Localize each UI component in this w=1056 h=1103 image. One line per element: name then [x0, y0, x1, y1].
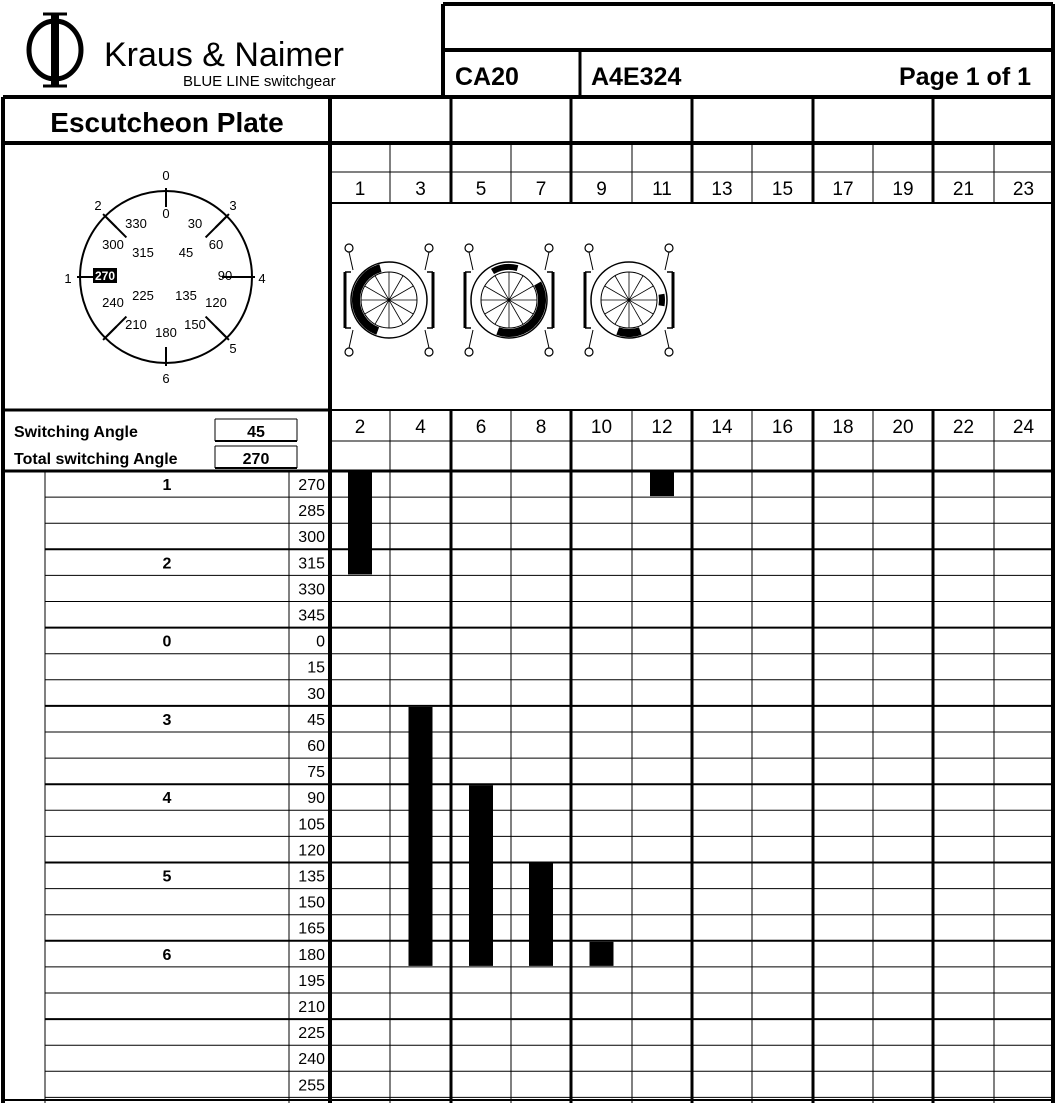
terminal-bottom-22: 22	[952, 417, 975, 438]
terminal-top-7: 7	[535, 179, 547, 200]
terminal-top-21: 21	[952, 179, 975, 200]
position-5: 5	[162, 868, 172, 886]
terminal-top-13: 13	[711, 179, 733, 200]
terminal-top-15: 15	[771, 179, 794, 200]
angle-105: 105	[298, 816, 325, 834]
contact-symbols	[345, 244, 673, 356]
switching-angle-label: Switching Angle	[14, 424, 138, 441]
angle-75: 75	[307, 764, 325, 782]
angle-15: 15	[307, 659, 325, 677]
dial-position-5: 5	[229, 341, 237, 356]
angle-225: 225	[298, 1025, 325, 1043]
terminal-top-9: 9	[596, 179, 607, 200]
dial-position-4: 4	[258, 271, 266, 286]
dial-angle-300: 300	[102, 237, 124, 252]
terminal-top-23: 23	[1012, 179, 1035, 200]
page-number: Page 1 of 1	[899, 63, 1031, 91]
angle-195: 195	[298, 972, 325, 990]
terminal-bottom-4: 4	[415, 417, 426, 438]
angle-60: 60	[307, 738, 325, 755]
switching-angle-value: 45	[247, 424, 265, 441]
terminal-top-1: 1	[354, 179, 366, 200]
dial-angle-60: 60	[208, 237, 224, 252]
position-6: 6	[162, 946, 172, 964]
angle-135: 135	[298, 868, 325, 886]
dial-position-3: 3	[229, 198, 237, 213]
angle-120: 120	[298, 842, 325, 860]
brand-tagline: BLUE LINE switchgear	[183, 73, 336, 90]
dial-position-6: 6	[162, 371, 170, 386]
dial-angle-135: 135	[175, 288, 197, 303]
angle-30: 30	[307, 685, 325, 703]
brand-name: Kraus & Naimer	[104, 36, 344, 74]
total-angle-label: Total switching Angle	[14, 451, 178, 468]
terminal-bottom-6: 6	[475, 417, 487, 438]
contact-bar-4	[409, 707, 433, 966]
dial-angle-315: 315	[132, 245, 154, 260]
dial-angle-45: 45	[178, 245, 194, 260]
dial-angle-225: 225	[132, 288, 154, 303]
angle-45: 45	[307, 711, 325, 729]
dial-angle-150: 150	[184, 317, 206, 332]
contact-bar-10	[590, 942, 614, 966]
terminal-top-5: 5	[475, 179, 487, 200]
terminal-bottom-10: 10	[590, 417, 613, 438]
angle-90: 90	[307, 790, 325, 808]
position-2: 2	[162, 555, 172, 573]
terminal-bottom-2: 2	[354, 417, 366, 438]
terminal-bottom-16: 16	[771, 417, 794, 438]
angle-315: 315	[298, 555, 325, 573]
contact-bar-12	[650, 472, 674, 496]
contact-bar-2	[348, 472, 372, 574]
kraus-naimer-logo	[29, 14, 81, 86]
terminal-bottom-12: 12	[651, 417, 673, 438]
total-angle-value: 270	[242, 451, 270, 468]
dial-position-0: 0	[162, 168, 170, 183]
position-0: 0	[162, 633, 172, 651]
terminal-top-11: 11	[652, 179, 672, 200]
dial-angle-240: 240	[102, 295, 124, 310]
position-1: 1	[162, 477, 172, 494]
angle-330: 330	[298, 581, 325, 599]
terminal-top-19: 19	[892, 179, 914, 200]
series-code: CA20	[455, 63, 519, 91]
dial-angle-30: 30	[187, 216, 203, 231]
dial-angle-210: 210	[125, 317, 147, 332]
dial-angle-90: 90	[217, 268, 233, 283]
position-4: 4	[162, 790, 172, 808]
dial-position-1: 1	[64, 271, 72, 286]
terminal-bottom-18: 18	[832, 417, 854, 438]
section-title: Escutcheon Plate	[50, 107, 284, 138]
angle-165: 165	[298, 920, 325, 938]
angle-345: 345	[298, 607, 325, 625]
angle-285: 285	[298, 503, 325, 521]
angle-180: 180	[298, 946, 325, 964]
escutcheon-dial	[64, 168, 265, 386]
angle-270: 270	[298, 477, 325, 494]
angle-150: 150	[298, 894, 325, 912]
position-3: 3	[162, 711, 172, 729]
terminal-top-17: 17	[832, 179, 854, 200]
terminal-bottom-14: 14	[711, 417, 733, 438]
dial-angle-270: 270	[94, 269, 116, 283]
terminal-bottom-8: 8	[535, 417, 547, 438]
terminal-top-3: 3	[415, 179, 426, 200]
angle-0: 0	[316, 633, 325, 651]
terminal-bottom-24: 24	[1012, 417, 1035, 438]
terminal-bottom-20: 20	[892, 417, 914, 438]
angle-240: 240	[298, 1051, 325, 1069]
angle-300: 300	[298, 529, 325, 547]
angle-255: 255	[298, 1077, 325, 1095]
dial-angle-120: 120	[205, 295, 227, 310]
dial-position-2: 2	[94, 198, 102, 213]
dial-angle-180: 180	[155, 325, 177, 340]
grid-lines	[3, 4, 1053, 1103]
angle-210: 210	[298, 999, 325, 1016]
contact-bar-6	[469, 785, 493, 966]
article-code: A4E324	[591, 63, 682, 91]
dial-angle-330: 330	[125, 216, 147, 231]
dial-angle-0: 0	[162, 206, 170, 221]
contact-bar-8	[529, 864, 553, 966]
